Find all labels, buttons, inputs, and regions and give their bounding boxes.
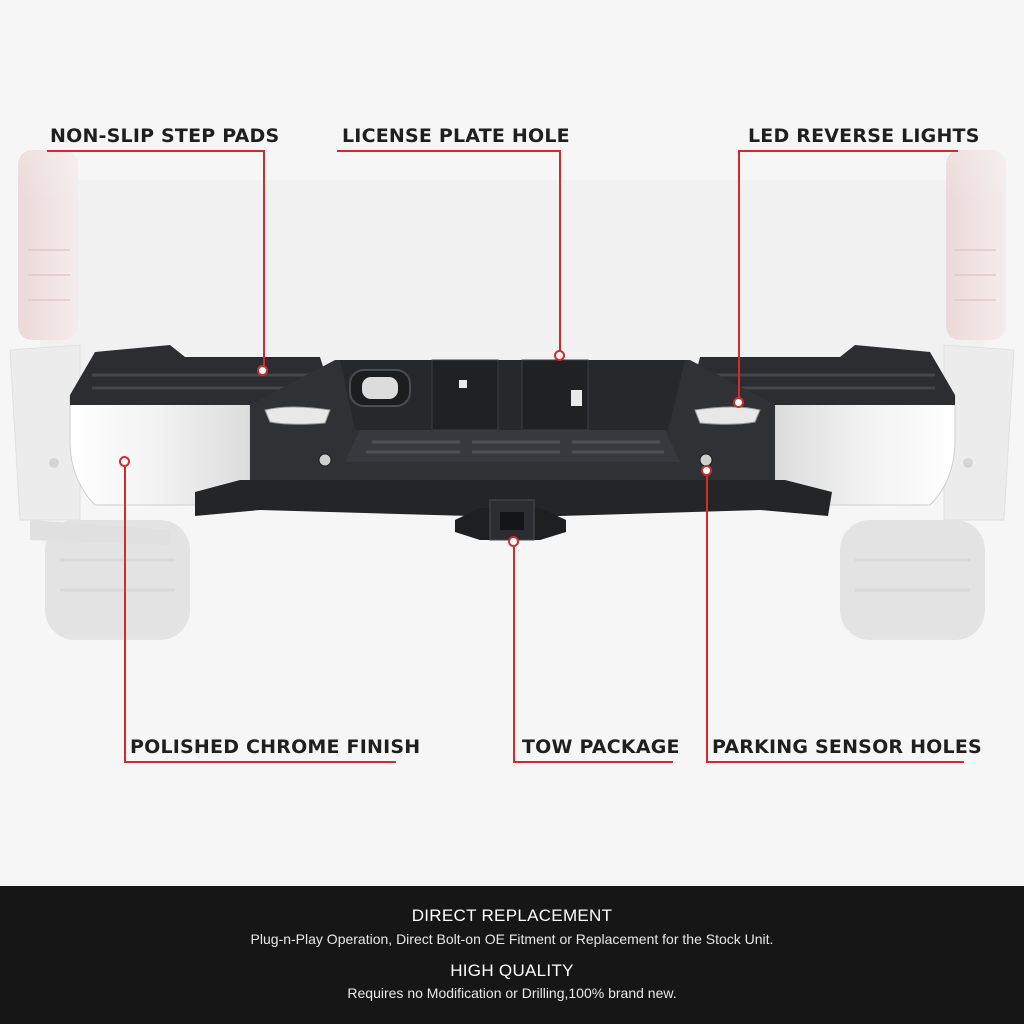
feature1-text: Plug-n-Play Operation, Direct Bolt-on OE Fitment or Replacement for the Stock Unit. — [250, 931, 774, 947]
callout-tow-package: TOW PACKAGE — [522, 736, 680, 758]
feature2-text: Requires no Modification or Drilling,100% brand new. — [347, 985, 677, 1001]
callout-chrome-finish: POLISHED CHROME FINISH — [130, 736, 421, 758]
callout-reverse-lights-leader — [738, 150, 740, 398]
callout-license-plate-marker — [554, 350, 565, 361]
feature2-title: HIGH QUALITY — [450, 961, 574, 980]
callout-reverse-lights: LED REVERSE LIGHTS — [748, 125, 980, 147]
callout-tow-package-rule — [513, 761, 673, 763]
callout-tow-package-marker — [508, 536, 519, 547]
callout-reverse-lights-rule — [738, 150, 958, 152]
callout-step-pads: NON-SLIP STEP PADS — [50, 125, 280, 147]
callout-step-pads-rule — [47, 150, 265, 152]
feature-footer — [0, 886, 1024, 1024]
callout-parking-sensors-marker — [701, 465, 712, 476]
callout-parking-sensors: PARKING SENSOR HOLES — [712, 736, 982, 758]
callout-tow-package-leader — [513, 547, 515, 763]
callout-step-pads-marker — [257, 365, 268, 376]
callout-license-plate-rule — [337, 150, 561, 152]
feature1-title: DIRECT REPLACEMENT — [411, 906, 613, 925]
callout-license-plate: LICENSE PLATE HOLE — [342, 125, 570, 147]
callout-parking-sensors-rule — [706, 761, 964, 763]
callout-chrome-finish-marker — [119, 456, 130, 467]
callout-step-pads-leader — [263, 150, 265, 366]
callout-license-plate-leader — [559, 150, 561, 351]
callout-chrome-finish-rule — [124, 761, 396, 763]
callout-parking-sensors-leader — [706, 476, 708, 763]
callout-reverse-lights-marker — [733, 397, 744, 408]
callout-chrome-finish-leader — [124, 467, 126, 763]
